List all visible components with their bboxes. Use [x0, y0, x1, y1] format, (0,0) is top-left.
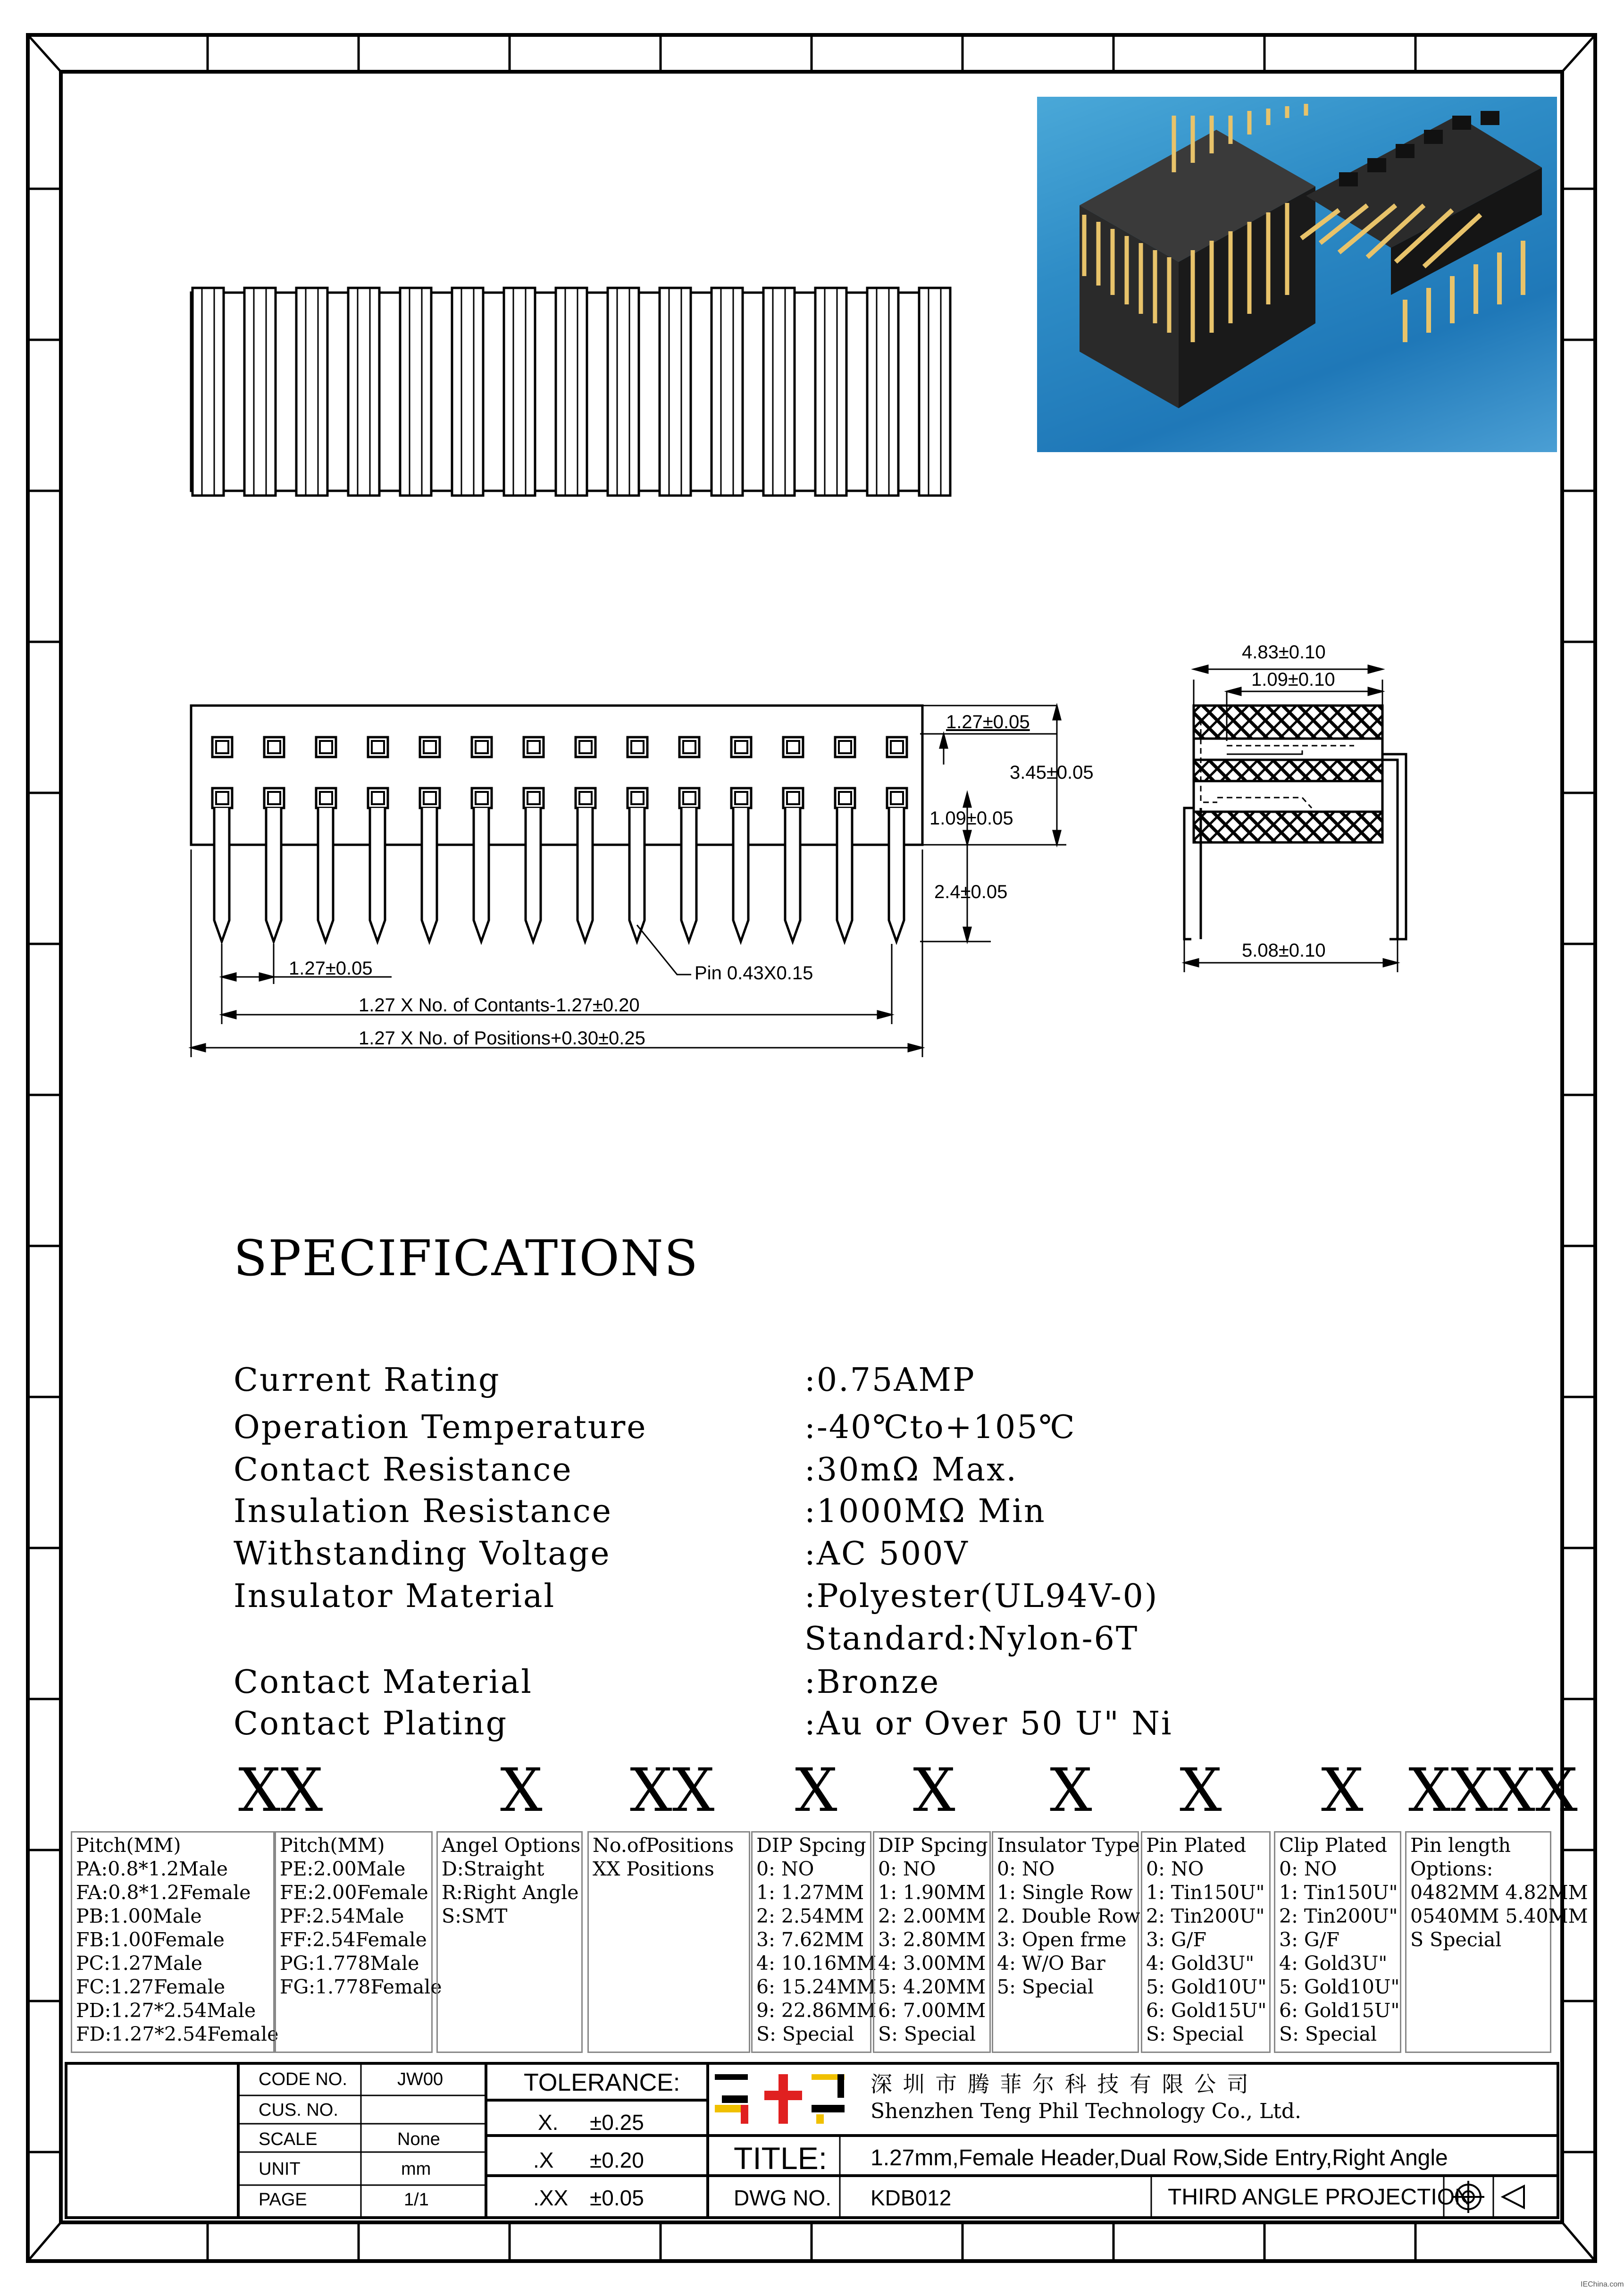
- dwg-no-label: DWG NO.: [734, 2186, 831, 2210]
- projection-label: THIRD ANGLE PROJECTION: [1168, 2185, 1471, 2210]
- dim-positions-formula: 1.27 X No. of Positions+0.30±0.25: [359, 1028, 645, 1049]
- spec-value: :-40℃to+105℃: [804, 1409, 1076, 1446]
- option-dip-spacing-1: DIP Spcing 0: NO 1: 1.27MM 2: 2.54MM 3: 7.62MM 4: 10.16MM 6: 15.24MM 9: 22.86MM S: Special: [751, 1831, 871, 2053]
- dim-4-83: 4.83±0.10: [1242, 642, 1326, 663]
- cus-no-label: CUS. NO.: [259, 2100, 338, 2120]
- spec-label: Contact Material: [234, 1664, 533, 1701]
- option-pitch-2: Pitch(MM) PE:2.00Male FE:2.00Female PF:2.54Male FF:2.54Female PG:1.778Male FG:1.778Female: [275, 1831, 433, 2053]
- spec-value: :0.75AMP: [804, 1362, 976, 1399]
- drawing-title: 1.27mm,Female Header,Dual Row,Side Entry,Right Angle: [871, 2145, 1448, 2170]
- dim-5-08: 5.08±0.10: [1242, 940, 1326, 961]
- dim-1-27-vert: 1.27±0.05: [946, 712, 1030, 732]
- option-dip-spacing-2: DIP Spcing 0: NO 1: 1.90MM 2: 2.00MM 3: 2.80MM 4: 3.00MM 5: 4.20MM 6: 7.00MM S: Special: [873, 1831, 991, 2053]
- spec-value: :AC 500V: [804, 1535, 969, 1573]
- dim-1-09: 1.09±0.05: [929, 808, 1013, 829]
- unit-label: UNIT: [259, 2159, 301, 2179]
- option-positions: No.ofPositions XX Positions: [587, 1831, 750, 2053]
- tol-x-value: ±0.25: [590, 2110, 644, 2135]
- code-no-value: JW00: [397, 2069, 444, 2089]
- specifications-title: SPECIFICATIONS: [234, 1229, 699, 1287]
- option-angle: Angel Options D:Straight R:Right Angle S:SMT: [436, 1831, 583, 2053]
- watermark: IEChina.com: [1581, 2280, 1624, 2288]
- part-number-segment: X: [500, 1756, 543, 1825]
- company-logo: [712, 2069, 868, 2131]
- spec-value: :1000MΩ Min: [804, 1493, 1046, 1530]
- title-label: TITLE:: [734, 2141, 828, 2176]
- spec-label: Current Rating: [234, 1362, 501, 1399]
- option-pitch-1: Pitch(MM) PA:0.8*1.2Male FA:0.8*1.2Female PB:1.00Male FB:1.00Female PC:1.27Male FC:1.27Female PD:1.27*2.54Male FD:1.27*2.54Female: [71, 1831, 275, 2053]
- option-insulator-type: Insulator Type 0: NO 1: Single Row 2. Double Row 3: Open frme 4: W/O Bar 5: Special: [992, 1831, 1139, 2053]
- scale-label: SCALE: [259, 2129, 318, 2149]
- company-name-cn: 深 圳 市 腾 菲 尔 科 技 有 限 公 司: [871, 2071, 1250, 2097]
- page-label: PAGE: [259, 2190, 307, 2210]
- company-name-en: Shenzhen Teng Phil Technology Co., Ltd.: [871, 2099, 1302, 2123]
- part-number-segment: X: [1321, 1756, 1364, 1825]
- part-number-segment: XX: [238, 1756, 323, 1825]
- spec-label: Insulation Resistance: [234, 1493, 613, 1530]
- tol-x1-label: .X: [533, 2148, 554, 2172]
- dim-2-4: 2.4±0.05: [934, 882, 1008, 902]
- part-number-segment: X: [1050, 1756, 1092, 1825]
- spec-label: Contact Plating: [234, 1705, 508, 1742]
- page-value: 1/1: [404, 2190, 429, 2210]
- option-pin-length: Pin length Options: 0482MM 4.82MM 0540MM 5.40MM S Special: [1405, 1831, 1551, 2053]
- spec-label: Withstanding Voltage: [234, 1535, 611, 1573]
- spec-value: :Polyester(UL94V-0): [804, 1578, 1159, 1615]
- spec-label: Operation Temperature: [234, 1409, 647, 1446]
- tol-x1-value: ±0.20: [590, 2148, 644, 2172]
- part-number-segment: XXXX: [1408, 1756, 1578, 1825]
- part-number-segment: X: [913, 1756, 955, 1825]
- spec-value: :Au or Over 50 U" Ni: [804, 1705, 1173, 1742]
- tol-xx-value: ±0.05: [590, 2186, 644, 2210]
- tolerance-label: TOLERANCE:: [524, 2069, 680, 2096]
- dwg-no-value: KDB012: [871, 2186, 952, 2210]
- part-number-segment: X: [1180, 1756, 1222, 1825]
- part-number-segment: X: [795, 1756, 837, 1825]
- dim-3-45: 3.45±0.05: [1010, 762, 1094, 783]
- spec-value: :30mΩ Max.: [804, 1451, 1018, 1489]
- scale-value: None: [397, 2129, 440, 2149]
- spec-value: Standard:Nylon-6T: [804, 1620, 1139, 1657]
- tol-x-label: X.: [538, 2110, 559, 2135]
- code-no-label: CODE NO.: [259, 2069, 347, 2089]
- dim-1-09-top: 1.09±0.10: [1251, 669, 1335, 690]
- option-pin-plated: Pin Plated 0: NO 1: Tin150U" 2: Tin200U" 3: G/F 4: Gold3U" 5: Gold10U" 6: Gold15U" S: Special: [1141, 1831, 1271, 2053]
- part-number-segment: XX: [630, 1756, 715, 1825]
- tol-xx-label: .XX: [533, 2186, 569, 2210]
- spec-label: Insulator Material: [234, 1578, 556, 1615]
- dim-pin-size: Pin 0.43X0.15: [695, 963, 813, 984]
- unit-value: mm: [401, 2159, 431, 2179]
- dim-1-27-pitch: 1.27±0.05: [289, 958, 373, 979]
- spec-label: Contact Resistance: [234, 1451, 573, 1489]
- dim-contacts-formula: 1.27 X No. of Contants-1.27±0.20: [359, 995, 640, 1016]
- spec-value: :Bronze: [804, 1664, 940, 1701]
- option-clip-plated: Clip Plated 0: NO 1: Tin150U" 2: Tin200U" 3: G/F 4: Gold3U" 5: Gold10U" 6: Gold15U" S: Special: [1274, 1831, 1401, 2053]
